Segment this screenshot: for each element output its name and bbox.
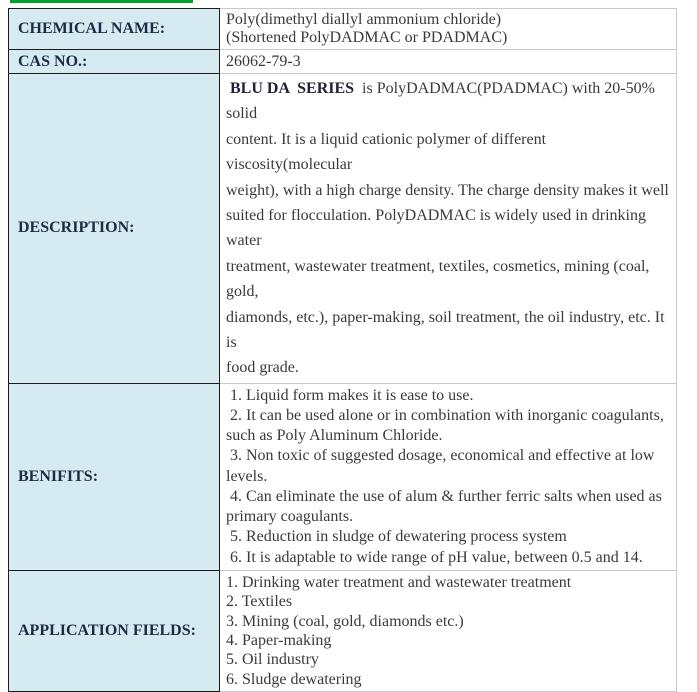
text-line: diamonds, etc.), paper-making, soil treatment, the oil industry, etc. It is: [226, 308, 669, 352]
row-label-application-fields: APPLICATION FIELDS:: [9, 570, 220, 691]
text-line: 2. Textiles: [226, 593, 293, 611]
text-line: 6. Sludge dewatering: [226, 670, 362, 688]
green-accent-line: [10, 0, 193, 3]
text-line: levels.: [226, 467, 268, 485]
text-line: (Shortened PolyDADMAC or PDADMAC): [226, 29, 508, 46]
text-line: BLU DA SERIES is PolyDADMAC(PDADMAC) with 20-50% solid: [226, 80, 659, 123]
table-row-cas-no: [9, 50, 677, 74]
text-line: 4. Can eliminate the use of alum & further ferric salts when used as: [226, 487, 662, 505]
row-label-description: DESCRIPTION:: [9, 74, 220, 384]
text-line: 1. Drinking water treatment and wastewater treatment: [226, 573, 572, 591]
row-content-description: [220, 74, 677, 384]
text-line: such as Poly Aluminum Chloride.: [226, 427, 443, 445]
table-row-application-fields: [9, 570, 677, 691]
product-spec-table: [8, 8, 677, 692]
series-name-bold: BLU DA SERIES: [226, 80, 359, 97]
row-label-chemical-name: CHEMICAL NAME:: [9, 9, 220, 50]
row-label-cas-no: CAS NO.:: [9, 50, 220, 74]
text-line: 5. Oil industry: [226, 651, 319, 669]
product-table-body: [9, 9, 677, 692]
row-content-application-fields: [220, 570, 677, 691]
text-line: primary coagulants.: [226, 508, 354, 526]
text-line: 6. It is adaptable to wide range of pH value, between 0.5 and 14.: [226, 548, 643, 566]
table-row-benifits: [9, 383, 677, 570]
text-line: Poly(dimethyl diallyl ammonium chloride): [226, 11, 502, 28]
text-line: 2. It can be used alone or in combination with inorganic coagulants,: [226, 407, 664, 425]
text-line: weight), with a high charge density. The charge density makes it well: [226, 181, 669, 199]
text-line: 5. Reduction in sludge of dewatering process system: [226, 528, 567, 546]
text-line: food grade.: [226, 359, 299, 377]
text-line: treatment, wastewater treatment, textiles, cosmetics, mining (coal, gold,: [226, 257, 654, 301]
text-line: 26062-79-3: [226, 53, 301, 70]
row-content-cas-no: [220, 50, 677, 74]
text-line: 3. Non toxic of suggested dosage, economical and effective at low: [226, 447, 655, 465]
text-line: suited for flocculation. PolyDADMAC is widely used in drinking water: [226, 207, 650, 250]
row-content-chemical-name: [220, 9, 677, 50]
table-row-chemical-name: [9, 9, 677, 50]
text-line: 4. Paper-making: [226, 631, 332, 649]
row-label-benifits: BENIFITS:: [9, 383, 220, 570]
text-line: content. It is a liquid cationic polymer of different viscosity(molecular: [226, 130, 551, 174]
table-row-description: [9, 74, 677, 384]
text-line: 1. Liquid form makes it is ease to use.: [226, 386, 474, 404]
text-line: 3. Mining (coal, gold, diamonds etc.): [226, 612, 464, 630]
row-content-benifits: [220, 383, 677, 570]
